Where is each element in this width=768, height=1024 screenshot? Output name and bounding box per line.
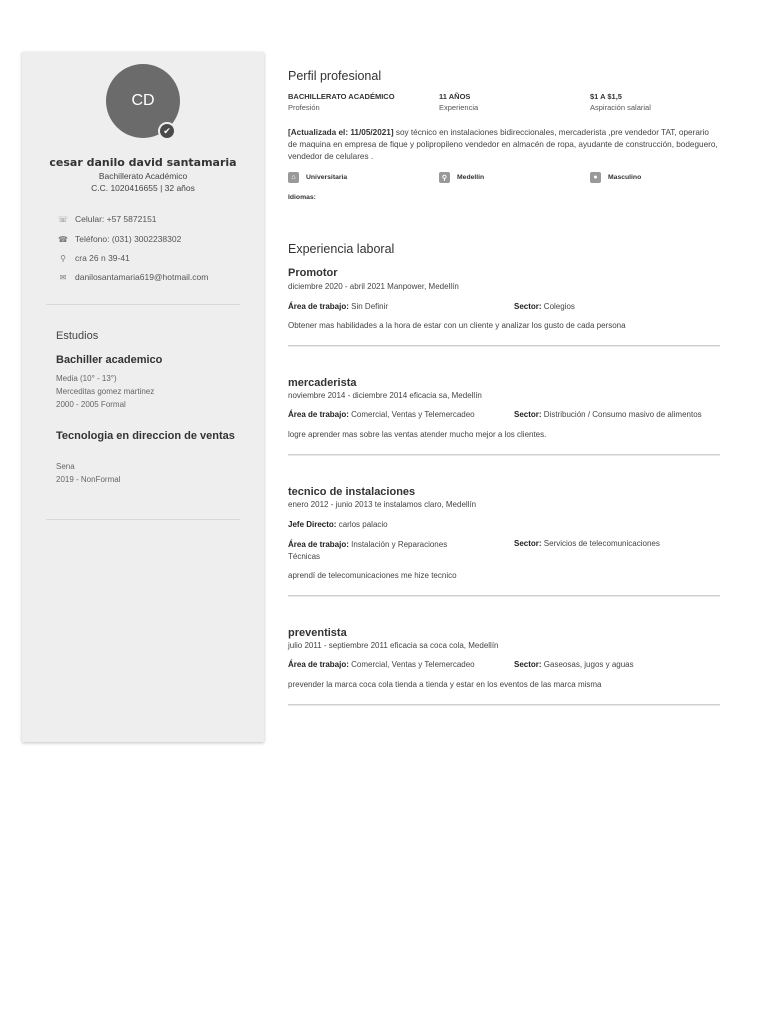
job-title: mercaderista (288, 377, 357, 389)
job-area (288, 660, 475, 669)
area-value: Instalación y Reparaciones (351, 540, 448, 549)
contact-text: Teléfono: (031) 3002238302 (75, 234, 182, 244)
salary-label: Aspiración salarial (590, 103, 651, 112)
area-label: Área de trabajo: (288, 410, 349, 419)
job-meta: diciembre 2020 - abril 2021 Manpower, Medellín (288, 282, 459, 291)
telephone-icon: ☎ (58, 234, 68, 244)
area-value: Comercial, Ventas y Telemercadeo (351, 410, 475, 419)
job-area (288, 539, 503, 563)
area-value-continued: Técnicas (288, 552, 321, 561)
job-sector (514, 410, 702, 419)
education-level: Bachillerato Académico (98, 171, 188, 181)
job-title: preventista (288, 627, 347, 639)
study-line: 2019 - NonFormal (56, 475, 121, 484)
job-sector (514, 660, 634, 669)
candidate-name: cesar danilo david santamaria (49, 156, 237, 169)
divider (288, 454, 720, 455)
study-line: 2000 - 2005 Formal (56, 400, 126, 409)
location-icon: ⚲ (439, 172, 450, 183)
divider (288, 595, 720, 596)
university-icon: ⌂ (288, 172, 299, 183)
avatar-initials: CD (131, 92, 155, 109)
tag-text: Universitaria (306, 174, 348, 181)
boss-label: Jefe Directo: (288, 520, 337, 529)
area-value: Sin Definir (351, 302, 389, 311)
sector-label: Sector: (514, 410, 542, 419)
tag-gender (590, 172, 641, 183)
job-sector (514, 539, 660, 548)
phone-icon: ☏ (57, 214, 68, 224)
sector-label: Sector: (514, 660, 542, 669)
location-icon: ⚲ (60, 253, 66, 263)
sector-value: Distribución / Consumo masivo de alimentos (543, 410, 702, 419)
tag-city (439, 172, 484, 183)
study-line: Media (10° - 13°) (56, 374, 117, 383)
contact-cellphone (56, 214, 157, 224)
resume-page (22, 52, 722, 742)
job-description: prevender la marca coca cola tienda a tienda y estar en los eventos de las marca misma (288, 680, 602, 689)
profile-summary (288, 127, 718, 163)
tag-text: Masculino (608, 174, 642, 181)
sector-value: Gaseosas, jugos y aguas (543, 660, 634, 669)
divider (288, 704, 720, 705)
languages-label: Idiomas: (288, 194, 316, 201)
email-icon: ✉ (59, 272, 67, 282)
study-title: Bachiller academico (56, 354, 163, 366)
job-area (288, 302, 388, 311)
study-title: Tecnologia en direccion de ventas (56, 430, 235, 442)
sector-label: Sector: (514, 539, 542, 548)
person-icon: ● (590, 172, 601, 183)
contact-telephone (56, 234, 181, 244)
sector-label: Sector: (514, 302, 542, 311)
job-description: aprendí de telecomunicaciones me hize tecnico (288, 571, 457, 580)
boss-value: carlos palacio (338, 520, 388, 529)
sidebar (22, 52, 264, 742)
job-meta: enero 2012 - junio 2013 te instalamos claro, Medellín (288, 500, 477, 509)
job-title: tecnico de instalaciones (288, 486, 416, 498)
studies-heading: Estudios (56, 330, 99, 342)
area-label: Área de trabajo: (288, 302, 349, 311)
study-line: Sena (56, 462, 75, 471)
salary-value: $1 A $1,5 (590, 92, 622, 101)
job-boss (288, 520, 388, 529)
id-age: C.C. 1020416655 | 32 años (91, 183, 195, 193)
job-sector (514, 302, 575, 311)
study-line: Merceditas gomez martinez (56, 387, 155, 396)
experience-value: 11 AÑOS (439, 92, 471, 101)
job-title: Promotor (288, 267, 338, 279)
job-area (288, 410, 475, 419)
summary-text: soy técnico en instalaciones bidireccionales, mercaderista ,pre vendedor TAT, operario de maquina en empresa de fique y polipropileno vendedor en almacén de ropa, ayudante de construcción, bodeguero, vendedor de celulares . (288, 128, 718, 161)
area-value: Comercial, Ventas y Telemercadeo (351, 660, 475, 669)
contact-text[interactable]: danilosantamaria619@hotmail.com (75, 272, 209, 282)
sector-value: Colegios (543, 302, 575, 311)
job-meta: noviembre 2014 - diciembre 2014 eficacia sa, Medellín (288, 391, 482, 400)
contact-address (56, 253, 130, 263)
profession-value: BACHILLERATO ACADÉMICO (288, 92, 395, 101)
tag-text: Medellín (457, 174, 485, 181)
job-meta: julio 2011 - septiembre 2011 eficacia sa coca cola, Medellín (288, 641, 499, 650)
profile-heading: Perfil profesional (288, 69, 382, 83)
profession-label: Profesión (288, 103, 320, 112)
contact-text: cra 26 n 39-41 (75, 253, 130, 263)
divider (46, 519, 240, 520)
tag-education (288, 172, 347, 183)
check-icon: ✔ (158, 122, 176, 140)
contact-text: Celular: +57 5872151 (75, 214, 157, 224)
experience-heading: Experiencia laboral (288, 242, 395, 256)
experience-label: Experiencia (439, 103, 479, 112)
area-label: Área de trabajo: (288, 540, 349, 549)
updated-label: [Actualizada el: 11/05/2021] (288, 128, 394, 137)
divider (46, 304, 240, 305)
sector-value: Servicios de telecomunicaciones (543, 539, 660, 548)
contact-email[interactable] (56, 272, 208, 282)
divider (288, 345, 720, 346)
area-label: Área de trabajo: (288, 660, 349, 669)
job-description: logre aprender mas sobre las ventas atender mucho mejor a los clientes. (288, 430, 547, 439)
job-description: Obtener mas habilidades a la hora de estar con un cliente y analizar los gusto de cada persona (288, 321, 626, 330)
